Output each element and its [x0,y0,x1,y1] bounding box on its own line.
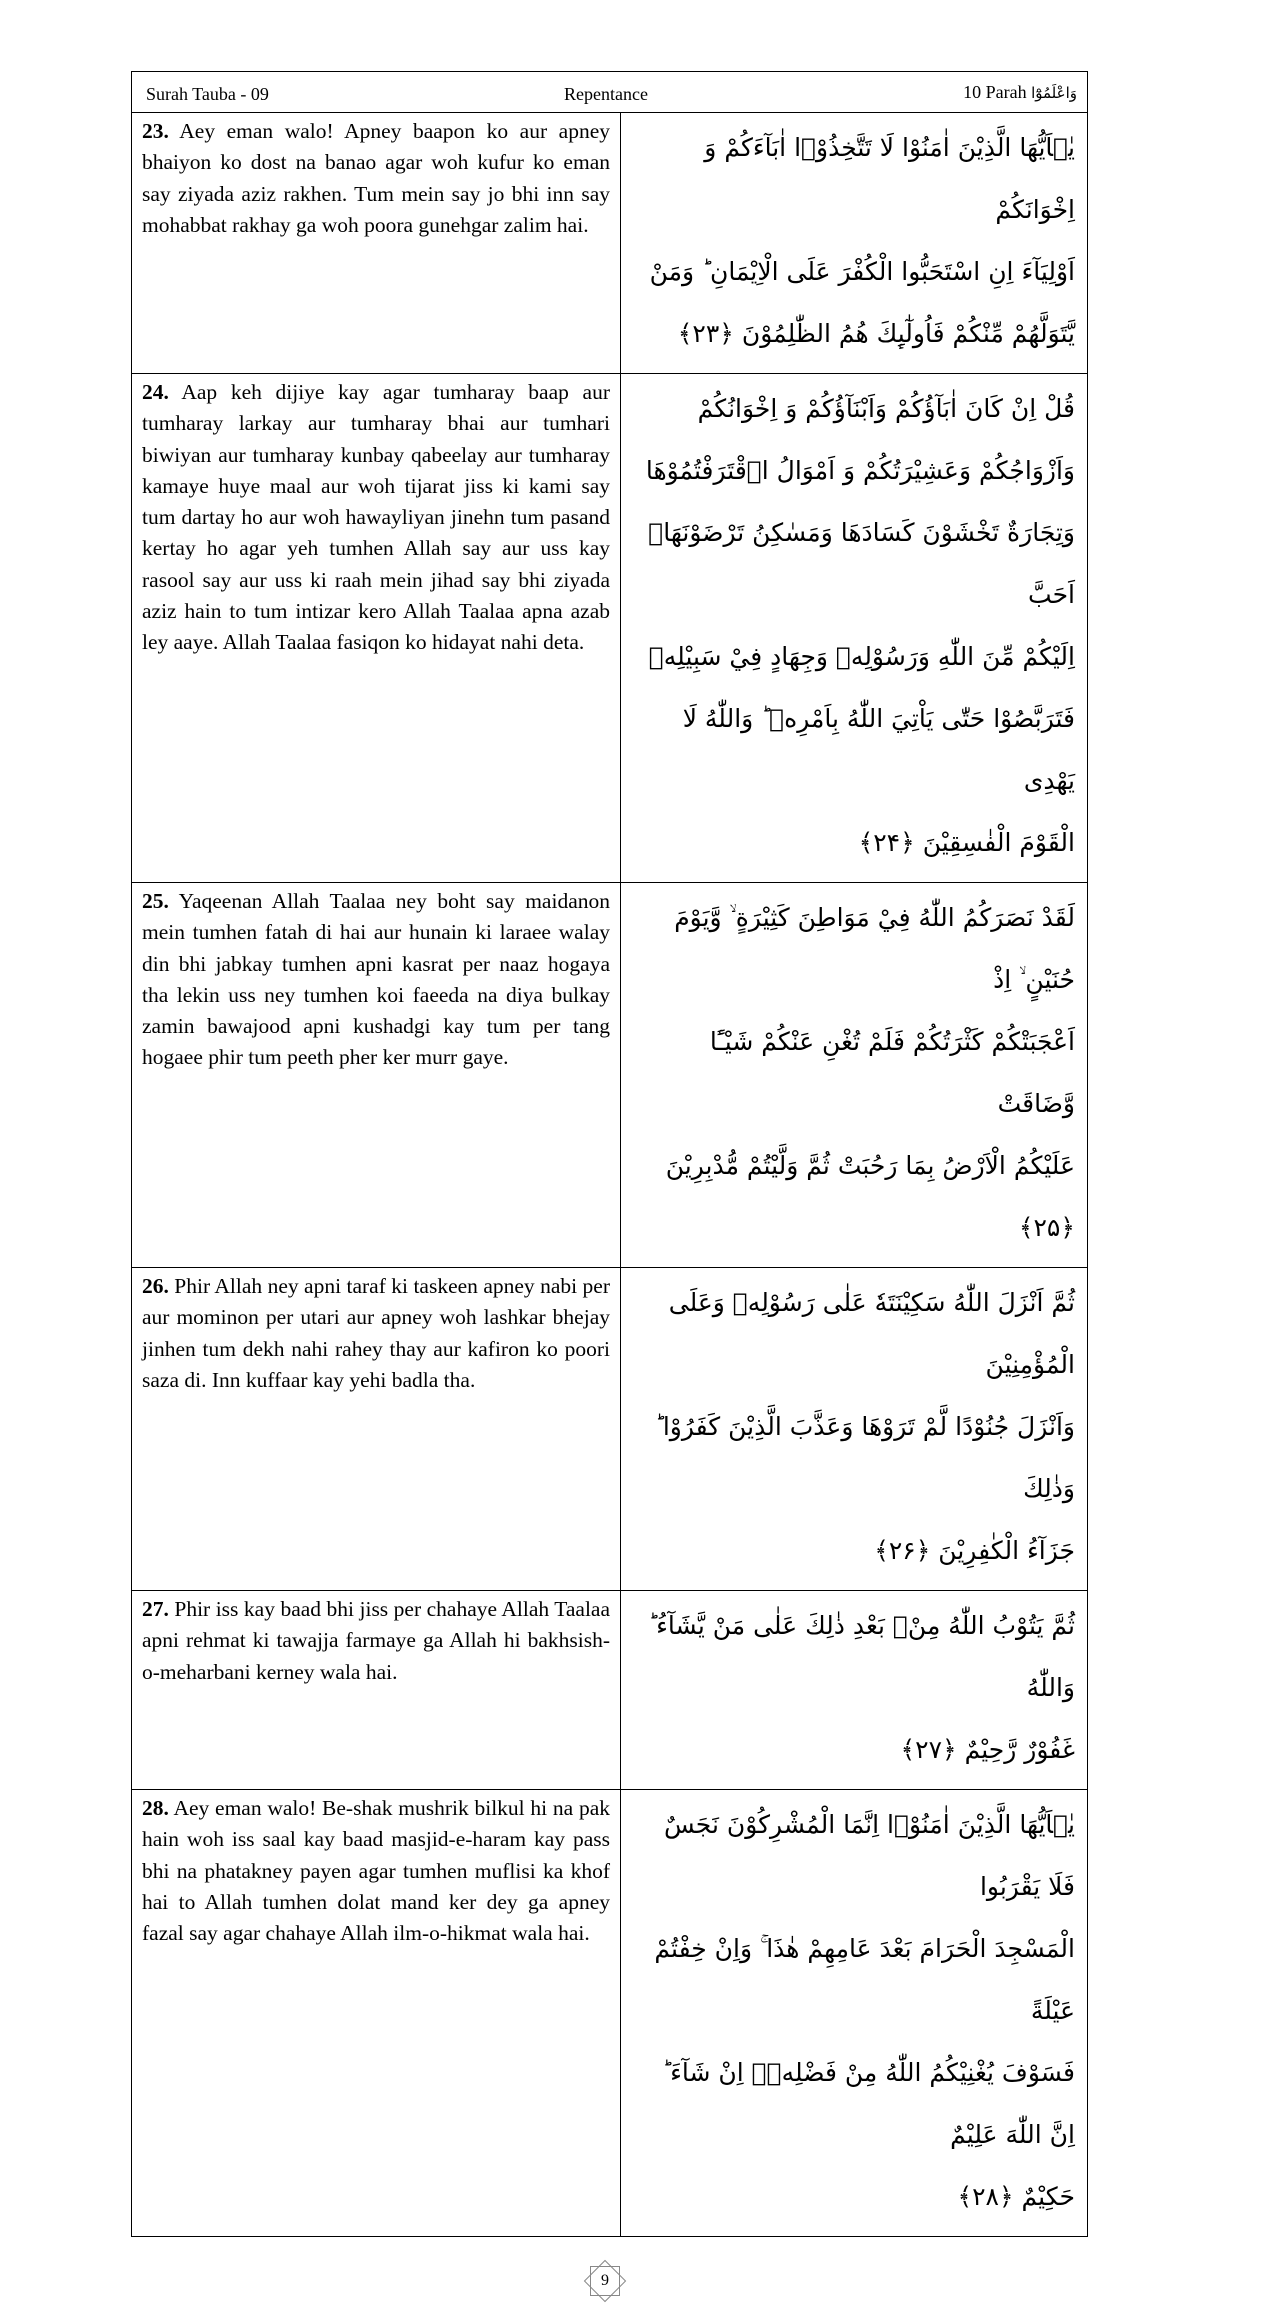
translation-cell [132,1268,621,1590]
verse-table [131,71,1088,2237]
translation-cell [132,113,621,373]
arabic-line: ثُمَّ يَتُوْبُ اللّٰهُ مِنْۢ بَعْدِ ذٰلِكَ عَلٰى مَنْ يَّشَآءُ ؕ وَاللّٰهُ [648,1611,1075,1702]
arabic-line: لَقَدْ نَصَرَكُمُ اللّٰهُ فِيْ مَوَاطِنَ كَثِيْرَةٍ ۙ وَّيَوْمَ حُنَيْنٍ ۙ اِذْ [674,903,1075,994]
verse-rows [132,113,1087,2236]
arabic-line: غَفُوْرٌ رَّحِيْمٌ ﴿۲۷﴾ [900,1735,1075,1764]
arabic-line: وَتِجَارَةٌ تَخْشَوْنَ كَسَادَهَا وَمَسٰكِنُ تَرْضَوْنَهَاۤ اَحَبَّ [648,518,1075,609]
arabic-line: اَوْلِيَآءَ اِنِ اسْتَحَبُّوا الْكُفْرَ عَلَى الْاِيْمَانِ ؕ وَمَنْ [649,257,1075,286]
translation-text: Aey eman walo! Be-shak mushrik bilkul hi na pak hain woh iss saal kay baad masjid-e-haram kay pass bhi na phatakney payen agar tumhen muflisi ka khof hai to Allah tumhen dolat mand ker dey ga apney fazal say agar chahaye Allah ilm-o-hikmat wala hai. [142,1796,610,1946]
parah-label [963,82,1077,103]
arabic-line: الْقَوْمَ الْفٰسِقِيْنَ ﴿۲۴﴾ [858,828,1075,857]
arabic-line: وَاَنْزَلَ جُنُوْدًا لَّمْ تَرَوْهَا وَعَذَّبَ الَّذِيْنَ كَفَرُوْا ؕ وَذٰلِكَ [654,1412,1075,1503]
arabic-line: وَاَزْوَاجُكُمْ وَعَشِيْرَتُكُمْ وَ اَمْوَالُ ا۟قْتَرَفْتُمُوْهَا [645,456,1075,485]
arabic-cell [621,113,1087,373]
verse-row [132,1591,1087,1790]
arabic-line: يٰۤاَيُّهَا الَّذِيْنَ اٰمَنُوْۤا اِنَّمَا الْمُشْرِكُوْنَ نَجَسٌ فَلَا يَقْرَبُوا [663,1810,1075,1901]
translation-text: Phir Allah ney apni taraf ki taskeen apney nabi per aur mominon per utari aur apney woh lashkar bhejay jinhen tum dekh nahi rahey thay aur kafiron ko poori saza di. Inn kuffaar kay yehi badla tha. [142,1274,610,1392]
arabic-line: قُلْ اِنْ كَانَ اٰبَآؤُكُمْ وَاَبْنَآؤُكُمْ وَ اِخْوَانُكُمْ [697,394,1075,423]
page-header [132,72,1087,113]
translation-cell [132,1591,621,1789]
verse-number: 26. [142,1274,169,1298]
arabic-cell [621,1591,1087,1789]
translation-text: Phir iss kay baad bhi jiss per chahaye Allah Taalaa apni rehmat ki tawajja farmaye ga Allah hi bakhsish-o-meharbani kerney wala hai. [142,1597,610,1684]
arabic-cell [621,1268,1087,1590]
page-number: 9 [601,2272,609,2289]
arabic-line: اِلَيْكُمْ مِّنَ اللّٰهِ وَرَسُوْلِهٖ وَجِهَادٍ فِيْ سَبِيْلِهٖ [648,642,1075,671]
surah-name: Surah Tauba - 09 [146,84,269,104]
translation-cell [132,1790,621,2236]
arabic-line: يٰۤاَيُّهَا الَّذِيْنَ اٰمَنُوْا لَا تَتَّخِذُوْۤا اٰبَآءَكُمْ وَ اِخْوَانَكُمْ [704,133,1075,224]
arabic-cell [621,374,1087,882]
verse-number: 27. [142,1597,169,1621]
arabic-line: عَلَيْكُمُ الْاَرْضُ بِمَا رَحُبَتْ ثُمَّ وَلَّيْتُمْ مُّدْبِرِيْنَ ﴿۲۵﴾ [665,1151,1075,1242]
page-number-box [585,2261,625,2301]
arabic-line: اَعْجَبَتْكُمْ كَثْرَتُكُمْ فَلَمْ تُغْنِ عَنْكُمْ شَيْـًٔا وَّضَاقَتْ [709,1027,1075,1118]
arabic-cell [621,1790,1087,2236]
verse-row [132,1268,1087,1591]
verse-number: 23. [142,119,169,143]
arabic-line: يَّتَوَلَّهُمْ مِّنْكُمْ فَاُولٰٓىِٕكَ هُمُ الظّٰلِمُوْنَ ﴿۲۳﴾ [677,319,1075,348]
arabic-line: حَكِيْمٌ ﴿۲۸﴾ [957,2182,1075,2211]
translation-cell [132,374,621,882]
verse-number: 28. [142,1796,169,1820]
verse-number: 24. [142,380,169,404]
translation-text: Aap keh dijiye kay agar tumharay baap aur tumharay larkay aur tumharay bhai aur tumhari biwiyan aur tumharay kunbay qabeelay aur tumharay kamaye huye maal aur woh tijarat jiss ki kami say tum dartay ho aur woh hawayliyan jinehn tum pasand kertay ho agar yeh tumhen Allah say aur uss kay rasool say aur uss ki raah mein jihad say bhi ziyada aziz hain to tum intizar kero Allah Taalaa apna azab ley aaye. Allah Taalaa fasiqon ko hidayat nahi deta. [142,380,610,655]
translation-cell [132,883,621,1267]
arabic-line: جَزَآءُ الْكٰفِرِيْنَ ﴿۲۶﴾ [874,1536,1075,1565]
arabic-line: فَسَوْفَ يُغْنِيْكُمُ اللّٰهُ مِنْ فَضْلِهٖۤ اِنْ شَآءَ ؕ اِنَّ اللّٰهَ عَلِيْمٌ [662,2058,1075,2149]
arabic-line: فَتَرَبَّصُوْا حَتّٰى يَاْتِيَ اللّٰهُ بِاَمْرِهٖ ؕ وَاللّٰهُ لَا يَهْدِى [682,704,1075,795]
surah-meaning: Repentance [564,84,648,104]
verse-row [132,883,1087,1268]
arabic-line: ثُمَّ اَنْزَلَ اللّٰهُ سَكِيْنَتَهٗ عَلٰى رَسُوْلِهٖ وَعَلَى الْمُؤْمِنِيْنَ [668,1288,1075,1379]
verse-row [132,1790,1087,2236]
arabic-line: الْمَسْجِدَ الْحَرَامَ بَعْدَ عَامِهِمْ هٰذَا ۚ وَاِنْ خِفْتُمْ عَيْلَةً [654,1934,1075,2025]
arabic-cell [621,883,1087,1267]
parah-number: 10 Parah [963,82,1027,102]
parah-arabic-name: وَاعْلَمُوْٓا [1031,84,1077,102]
verse-row [132,374,1087,883]
translation-text: Yaqeenan Allah Taalaa ney boht say maidanon mein tumhen fatah di hai aur hunain ki laraee walay din bhi jabkay tumhen apni kasrat per naaz hogaya tha lekin uss ney tumhen koi faeeda na diya bulkay zamin bawajood apni kushadgi kay tum per tang hogaee phir tum peeth pher ker murr gaye. [142,889,610,1070]
translation-text: Aey eman walo! Apney baapon ko aur apney bhaiyon ko dost na banao agar woh kufur ko eman say ziyada aziz rakhen. Tum mein say jo bhi inn say mohabbat rakhay ga woh poora gunehgar zalim hai. [142,119,610,237]
verse-row [132,113,1087,374]
verse-number: 25. [142,889,169,913]
